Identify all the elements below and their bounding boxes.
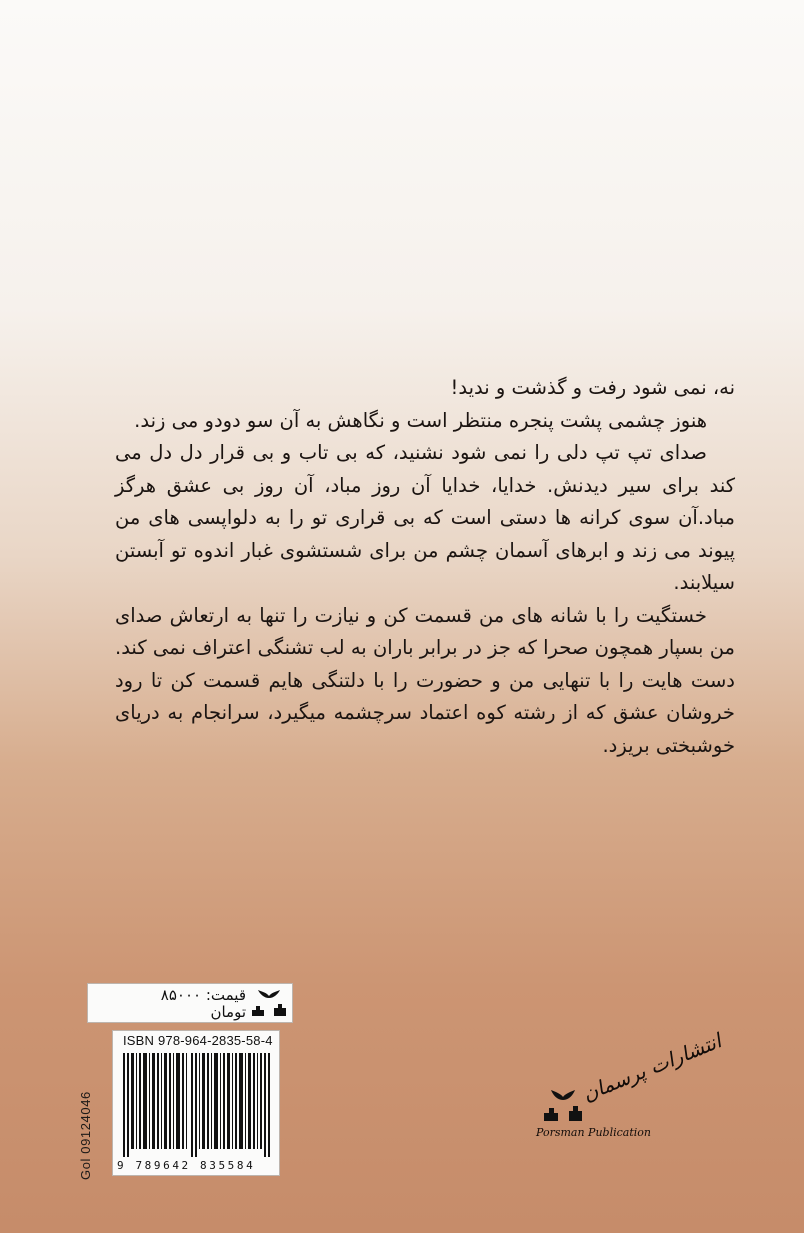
price-currency: تومان bbox=[210, 1003, 246, 1021]
side-code: Gol 09124046 bbox=[78, 1091, 93, 1180]
price-text bbox=[161, 987, 246, 1021]
price-value: قیمت: ۸۵۰۰۰ bbox=[160, 986, 246, 1004]
publisher-name: انتشارات پرسمان bbox=[579, 1028, 725, 1106]
blurb-paragraph-4: خستگیت را با شانه های من قسمت کن و نیازت را تنها به ارتعاش صدای من بسپار همچون صحرا که جز در برابر باران به لب تشنگی اعتراف نمی کند. دست هایت را با تنهایی من و حضورت را با دلتنگی هایم قسمت کن تا رود خروشان عشق که از رشته کوه اعتماد سرچشمه میگیرد، سرانجام به دریای خوشبختی بریزد. bbox=[115, 603, 735, 757]
blurb-paragraph-2: هنوز چشمی پشت پنجره منتظر است و نگاهش به آن سو دودو می زند. bbox=[134, 408, 707, 432]
publisher-imprint bbox=[530, 1028, 725, 1144]
blurb-paragraph-1: نه، نمی شود رفت و گذشت و ندید! bbox=[450, 376, 735, 399]
publisher-latin-name: Porsman Publication bbox=[536, 1126, 651, 1139]
blurb-paragraph-3: صدای تپ تپ دلی را نمی شود نشنید، که بی تاب و بی قرار دل دل می کند برای سیر دیدنش. خدایا، خدایا آن روز مباد، آن روز بی عشق هرگز مباد.آن سوی کرانه ها دستی است که بی قراری تو را به دلواپسی های من پیوند می زند و ابرهای آسمان چشم من برای شستشوی غبار اندوه تو آبستن سیلابند. bbox=[115, 441, 735, 594]
back-cover-blurb bbox=[115, 372, 735, 762]
barcode-digits: 9 789642 835584 bbox=[117, 1159, 256, 1172]
publisher-logo-icon bbox=[250, 988, 288, 1018]
isbn-text: ISBN 978-964-2835-58-4 bbox=[123, 1033, 273, 1048]
publisher-emblem-icon bbox=[542, 1088, 584, 1122]
barcode-sticker bbox=[112, 1030, 280, 1176]
price-sticker bbox=[87, 983, 293, 1023]
barcode-icon bbox=[121, 1053, 271, 1157]
